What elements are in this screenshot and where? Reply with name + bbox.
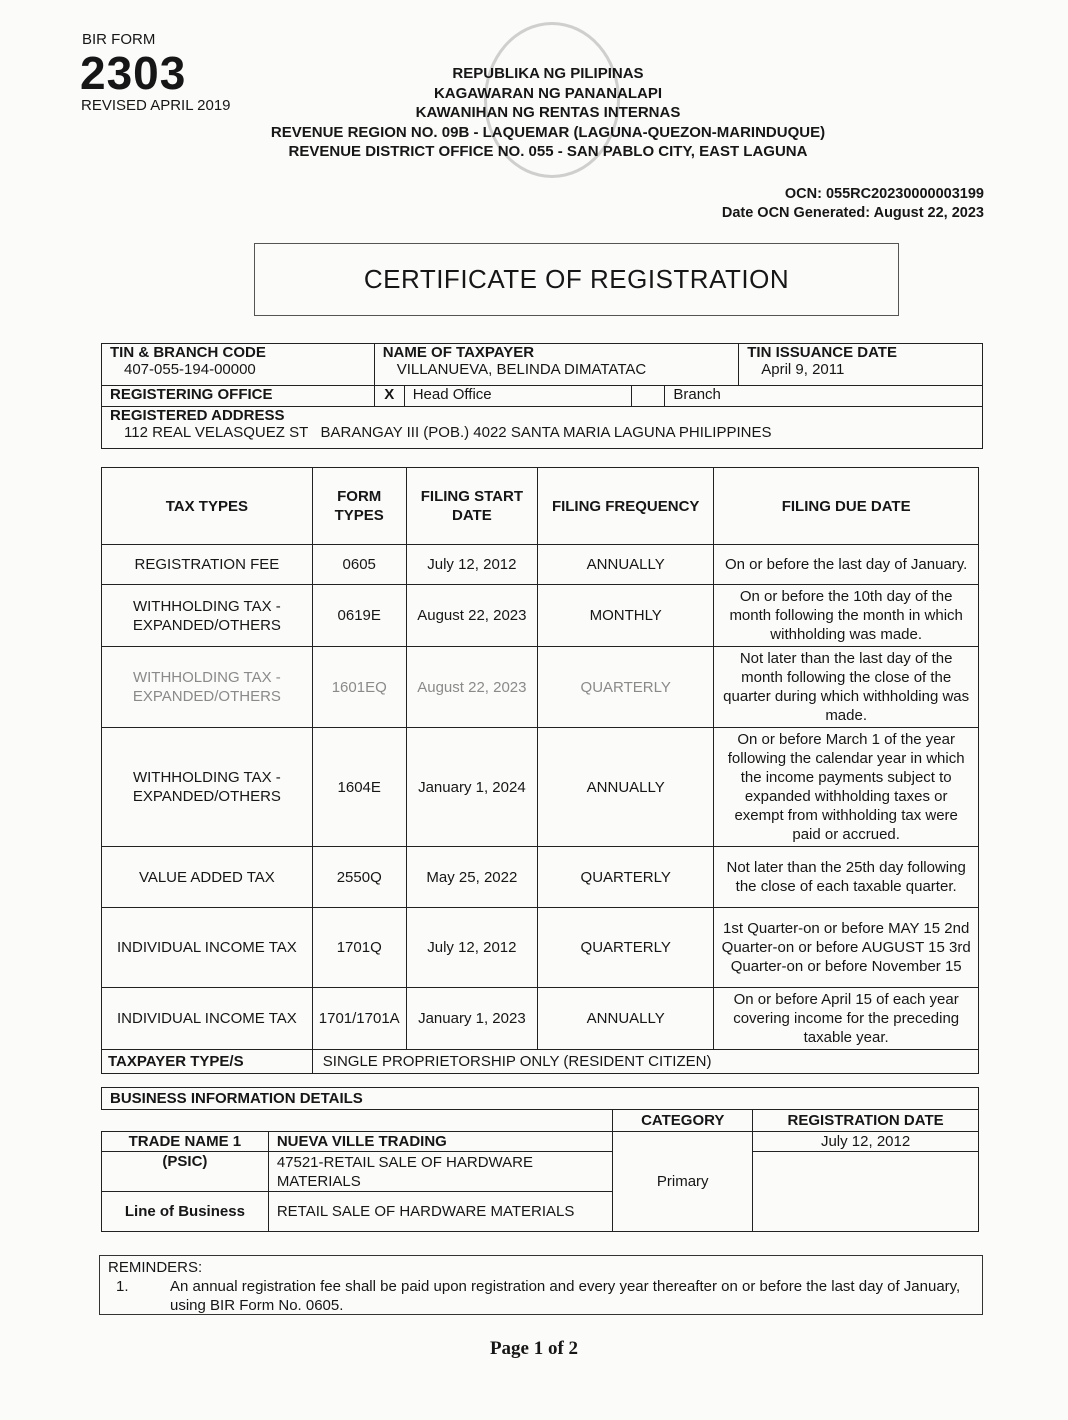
table-row (102, 908, 979, 988)
header-tax-types: TAX TYPES (102, 468, 313, 545)
taxpayer-type-label: TAXPAYER TYPE/S (102, 1050, 313, 1074)
line-of-business-label: Line of Business (102, 1192, 269, 1232)
page-number: Page 1 of 2 (489, 1338, 579, 1359)
line-of-business-value: RETAIL SALE OF HARDWARE MATERIALS (268, 1192, 612, 1232)
due-date: On or before April 15 of each year covering income for the preceding taxable year. (714, 988, 979, 1050)
form-type: 1701Q (312, 908, 406, 988)
business-section-label: BUSINESS INFORMATION DETAILS (102, 1088, 979, 1110)
header-start-date: FILING START DATE (406, 468, 537, 545)
reminder-text: An annual registration fee shall be paid upon registration and every year thereafter on or before the last day of January, using BIR Form No. 0605. (170, 1278, 961, 1314)
head-office-label: Head Office (404, 386, 632, 407)
due-date: On or before the last day of January. (714, 545, 979, 585)
frequency: ANNUALLY (538, 545, 714, 585)
start-date: August 22, 2023 (406, 647, 537, 728)
reminder-number: 1. (116, 1278, 129, 1295)
address-label: REGISTERED ADDRESS (110, 407, 285, 424)
ocn-date: Date OCN Generated: August 22, 2023 (721, 205, 984, 221)
agency-header (180, 64, 916, 162)
tax-type: VALUE ADDED TAX (102, 847, 313, 908)
reminders-box (99, 1255, 983, 1315)
table-row (102, 847, 979, 908)
psic-label: (PSIC) (102, 1152, 269, 1192)
form-type: 1701/1701A (312, 988, 406, 1050)
start-date: January 1, 2024 (406, 728, 537, 847)
tax-types-table (101, 467, 979, 1074)
header-due-date: FILING DUE DATE (714, 468, 979, 545)
ocn-block (722, 185, 984, 223)
name-cell (374, 344, 739, 386)
address-cell (102, 407, 983, 449)
reminders-label: REMINDERS: (108, 1259, 203, 1276)
issuance-cell (739, 344, 983, 386)
form-revision: REVISED APRIL 2019 (81, 97, 231, 114)
issuance-value: April 9, 2011 (761, 361, 845, 378)
tin-value: 407-055-194-00000 (124, 361, 256, 378)
head-office-checkbox: X (374, 386, 404, 407)
header-line: REVENUE REGION NO. 09B - LAQUEMAR (LAGUNA-QUEZON-MARINDUQUE) (270, 123, 826, 141)
header-line: KAGAWARAN NG PANANALAPI (433, 84, 663, 102)
form-type: 0605 (312, 545, 406, 585)
address-value: 112 REAL VELASQUEZ ST BARANGAY III (POB.) 4022 SANTA MARIA LAGUNA PHILIPPINES (124, 424, 772, 441)
category-value: Primary (613, 1132, 753, 1232)
tax-type: INDIVIDUAL INCOME TAX (102, 908, 313, 988)
name-label: NAME OF TAXPAYER (382, 344, 535, 361)
certificate-title: CERTIFICATE OF REGISTRATION (254, 243, 899, 316)
frequency: QUARTERLY (538, 647, 714, 728)
branch-checkbox (632, 386, 665, 407)
start-date: January 1, 2023 (406, 988, 537, 1050)
start-date: August 22, 2023 (406, 585, 537, 647)
start-date: July 12, 2012 (406, 908, 537, 988)
ocn-number: OCN: 055RC20230000003199 (784, 186, 984, 202)
tax-type: REGISTRATION FEE (102, 545, 313, 585)
trade-name-label: TRADE NAME 1 (102, 1132, 269, 1152)
frequency: ANNUALLY (538, 728, 714, 847)
registration-date-value: July 12, 2012 (753, 1132, 979, 1152)
form-type: 1604E (312, 728, 406, 847)
name-value: VILLANUEVA, BELINDA DIMATATAC (396, 361, 647, 378)
tin-cell (102, 344, 375, 386)
frequency: QUARTERLY (538, 847, 714, 908)
psic-value: 47521-RETAIL SALE OF HARDWARE MATERIALS (268, 1152, 612, 1192)
business-info-table (101, 1087, 979, 1232)
start-date: July 12, 2012 (406, 545, 537, 585)
issuance-label: TIN ISSUANCE DATE (747, 344, 897, 361)
table-row (102, 545, 979, 585)
table-row (102, 647, 979, 728)
reminder-item (108, 1277, 974, 1315)
due-date: Not later than the last day of the month following the close of the quarter during which withholding was made. (714, 647, 979, 728)
office-label: REGISTERING OFFICE (102, 386, 375, 407)
table-row (102, 585, 979, 647)
form-label: BIR FORM (82, 31, 156, 48)
form-type: 0619E (312, 585, 406, 647)
header-line: KAWANIHAN NG RENTAS INTERNAS (415, 104, 681, 121)
header-form-types: FORM TYPES (312, 468, 406, 545)
frequency: MONTHLY (538, 585, 714, 647)
tax-type: WITHHOLDING TAX - EXPANDED/OTHERS (102, 585, 313, 647)
due-date: On or before the 10th day of the month following the month in which withholding was made. (714, 585, 979, 647)
category-label: CATEGORY (613, 1110, 753, 1132)
registration-date-label: REGISTRATION DATE (753, 1110, 979, 1132)
trade-name-value: NUEVA VILLE TRADING (268, 1132, 612, 1152)
form-type: 1601EQ (312, 647, 406, 728)
due-date: Not later than the 25th day following the close of each taxable quarter. (714, 847, 979, 908)
tin-label: TIN & BRANCH CODE (110, 344, 266, 361)
form-number: 2303 (80, 47, 187, 99)
taxpayer-info-table (101, 343, 983, 449)
header-line: REPUBLIKA NG PILIPINAS (452, 65, 644, 82)
header-frequency: FILING FREQUENCY (538, 468, 714, 545)
tax-type: INDIVIDUAL INCOME TAX (102, 988, 313, 1050)
tax-type: WITHHOLDING TAX - EXPANDED/OTHERS (102, 647, 313, 728)
table-row (102, 988, 979, 1050)
table-row (102, 728, 979, 847)
start-date: May 25, 2022 (406, 847, 537, 908)
form-type: 2550Q (312, 847, 406, 908)
header-line: REVENUE DISTRICT OFFICE NO. 055 - SAN PABLO CITY, EAST LAGUNA (288, 143, 808, 160)
taxpayer-type-value: SINGLE PROPRIETORSHIP ONLY (RESIDENT CITIZEN) (312, 1050, 978, 1074)
due-date: On or before March 1 of the year following the calendar year in which the income payments subject to expanded withholding taxes or exempt from withholding tax were paid or accrued. (714, 728, 979, 847)
frequency: QUARTERLY (538, 908, 714, 988)
branch-label: Branch (665, 386, 983, 407)
frequency: ANNUALLY (538, 988, 714, 1050)
tax-type: WITHHOLDING TAX - EXPANDED/OTHERS (102, 728, 313, 847)
due-date: 1st Quarter-on or before MAY 15 2nd Quarter-on or before AUGUST 15 3rd Quarter-on or before November 15 (714, 908, 979, 988)
